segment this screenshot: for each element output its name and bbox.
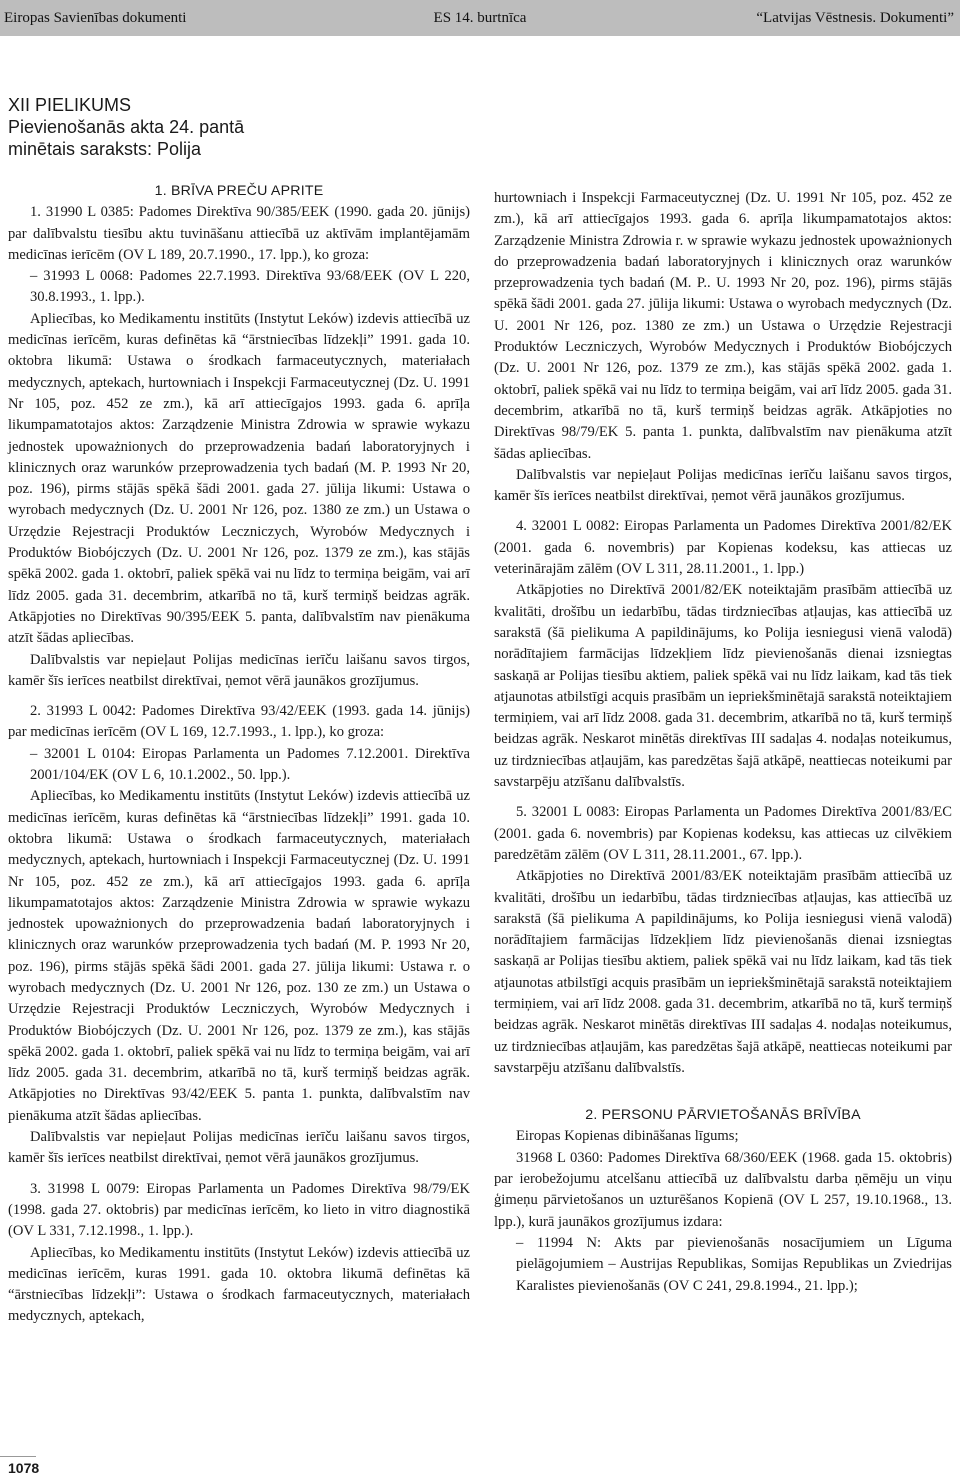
- annex-number: XII PIELIKUMS: [8, 95, 132, 115]
- paragraph: 4. 32001 L 0082: Eiropas Parlamenta un Padomes Direktīva 2001/82/EK (2001. gada 6. novembris) par Kopienas kodeksu, kas attiecas uz veterinārajām zālēm (OV L 311, 28.11.2001., 1. lpp.): [494, 518, 952, 578]
- header-publication: Eiropas Savienības dokumenti: [4, 9, 187, 26]
- paragraph: Dalībvalstis var nepieļaut Polijas medicīnas ierīču laišanu savos tirgos, kamēr šīs ierīces neatbilst direktīvai, ņemot vērā jaunākos grozījumus.: [8, 651, 470, 689]
- amendment-item: – 31993 L 0068: Padomes 22.7.1993. Direktīva 93/68/EEK (OV L 220, 30.8.1993., 1. lpp.).: [30, 268, 470, 306]
- paragraph: 31968 L 0360: Padomes Direktīva 68/360/EEK (1968. gada 15. oktobris) par ierobežojumu atcelšanu attiecībā uz dalībvalstu darba ņēmēju un viņu ģimeņu pārvietošanos un uzturēšanos Kopienā (OV L 257, 19.10.1968., 13. lpp.), kurā jaunākos grozījumus izdara:: [494, 1149, 952, 1230]
- amendment-item: – 32001 L 0104: Eiropas Parlamenta un Padomes 7.12.2001. Direktīva 2001/104/EK (OV L 6, 10.1.2002., 50. lpp.).: [30, 745, 470, 784]
- paragraph: Dalībvalstis var nepieļaut Polijas medicīnas ierīču laišanu savos tirgos, kamēr šīs ierīces neatbilst direktīvai, ņemot vērā jaunākos grozījumus.: [494, 466, 952, 505]
- paragraph: Dalībvalstis var nepieļaut Polijas medicīnas ierīču laišanu savos tirgos, kamēr šīs ierīces neatbilst direktīvai, ņemot vērā jaunākos grozījumus.: [8, 1129, 470, 1167]
- annex-title: Pievienošanās akta 24. pantā: [8, 117, 245, 137]
- annex-subtitle: minētais saraksts: Polija: [8, 139, 202, 159]
- running-header: [0, 0, 960, 36]
- paragraph: Atkāpjoties no Direktīvā 2001/83/EK noteiktajām prasībām attiecībā uz kvalitāti, drošību un iedarbību, tādas tirdzniecības atļaujas, kas attiecībā uz sarakstā (šā pielikuma A papildinājums, ko Polija iesniegusi vienā valodā) norādītajiem farmācijas līdzekļiem līdz pievienošanās dienai izsniegtas saskaņā ar Polijas tiesību aktiem, paliek spēkā vai nu līdz laikam, kad tās tiek atjaunotas atbilstīgi acquis prasībām un iepriekšminētajā sarakstā noteiktajiem termiņiem, vai arī līdz 2008. gada 31. decembrim, atkarībā no tā, kurš termiņš beidzas agrāk. Neskarot minētās direktīvas III sadaļas 4. nodaļas noteikumus, uz tirdzniecības atļaujām, kas paredzētas šajā atkāpē, neattiecas noteikumi par savstarpēju atzīšanu dalībvalstīs.: [494, 868, 952, 1076]
- section-heading-free-movement-persons: 2. PERSONU PĀRVIETOŠANĀS BRĪVĪBA: [585, 1107, 861, 1124]
- amendment-item: – 11994 N: Akts par pievienošanās nosacījumiem un Līguma pielāgojumiem – Austrijas Republikas, Somijas Republikas un Zviedrijas Karalistes pievienošanās (OV C 241, 29.8.1994., 21. lpp.);: [516, 1234, 952, 1294]
- paragraph: Apliecības, ko Medikamentu institūts (Instytut Leków) izdevis attiecībā uz medicīnas ierīcēm, kuras 1991. gada 10. oktobra likumā definētas kā “ārstniecības līdzekļi”: Ustawa o środkach farmaceutycznych, materiałach medycznych, aptekach,: [8, 1244, 470, 1325]
- left-column: [8, 181, 470, 1328]
- footer-rule: [0, 1456, 36, 1457]
- page-number: 1078: [8, 1460, 40, 1476]
- right-column: [494, 188, 952, 1297]
- section-heading-free-movement-goods: 1. BRĪVA PREČU APRITE: [154, 183, 324, 199]
- paragraph: 3. 31998 L 0079: Eiropas Parlamenta un Padomes Direktīva 98/79/EK (1998. gada 27. oktobris) par medicīnas ierīcēm, ko lieto in vitro diagnostikā (OV L 331, 7.12.1998., 1. lpp.).: [8, 1180, 470, 1240]
- paragraph: Apliecības, ko Medikamentu institūts (Instytut Leków) izdevis attiecībā uz medicīnas ierīcēm, kuras definētas kā “ārstniecības līdzekļi” 1991. gada 10. oktobra likumā: Ustawa o środkach farmaceutycznych, materiałach medycznych, aptekach, hurtowniach i Inspekcji Farmaceutycznej (Dz. U. 1991 Nr 105, poz. 452 ze zm.), kā arī attiecīgajos 1993. gada 6. aprīļa likumpamatotajos aktos: Zarządzenie Ministra Zdrowia w sprawie wykazu jednostek upoważnionych do przeprowadzenia badań laboratoryjnych i klinicznych oraz warunków przeprowadzenia tych badań (M. P. 1993 Nr 20, poz. 196), pirms stājās spēkā šādi 2001. gada 27. jūlija likumi: Ustawa r. o wyrobach medycznych (Dz. U. 2001 Nr 126, poz. 130 ze zm.) un Ustawa o Urzędzie Rejestracji Produktów Leczniczych, Wyrobów Medycznych i Produktów Biobójczych (Dz. U. 2001 Nr 126, poz. 1379 ze zm.), kas stājās spēkā 2002. gada 1. oktobrī, paliek spēkā vai nu līdz to termiņa beigām, vai arī līdz 2005. gada 31. decembrim, atkarībā no tā, kurš termiņš beidzas agrāk. Atkāpjoties no Direktīvas 93/42/EEK 5. panta 1. punkta, dalībvalstīm nav pienākuma atzīt šādas apliecības.: [8, 788, 470, 1124]
- paragraph: Apliecības, ko Medikamentu institūts (Instytut Leków) izdevis attiecībā uz medicīnas ierīcēm, kuras definētas kā “ārstniecības līdzekļi” 1991. gada 10. oktobra likumā: Ustawa o środkach farmaceutycznych, materiałach medycznych, aptekach, hurtowniach i Inspekcji Farmaceutycznej (Dz. U. 1991 Nr 105, poz. 452 ze zm.), kā arī attiecīgajos 1993. gada 6. aprīļa likumpamatotajos aktos: Zarządzenie Ministra Zdrowia w sprawie wykazu jednostek upoważnionych do przeprowadzenia badań laboratoryjnych i klinicznych oraz warunków przeprowadzenia tych badań (M. P. 1993 Nr 20, poz. 196), pirms stājās spēkā šādi 2001. gada 27. jūlija likumi: Ustawa o wyrobach medycznych (Dz. U. 2001 Nr 126, poz. 1380 ze zm.) un Ustawa o Urzędzie Rejestracji Produktów Leczniczych, Wyrobów Medycznych i Produktów Biobójczych (Dz. U. 2001 Nr 126, poz. 1379 ze zm.), kas stājās spēkā 2002. gada 1. oktobrī, paliek spēkā vai nu līdz to termiņa beigām, vai arī līdz 2005. gada 31. decembrim, atkarībā no tā, kurš termiņš beidzas agrāk. Atkāpjoties no Direktīvas 90/395/EEK 5. panta, dalībvalstīm nav pienākuma atzīt šādas apliecības.: [8, 310, 470, 647]
- paragraph: 2. 31993 L 0042: Padomes Direktīva 93/42/EEK (1993. gada 14. jūnijs) par medicīnas ierīcēm (OV L 169, 12.7.1993., 1. lpp.), ko groza:: [8, 703, 470, 741]
- paragraph: hurtowniach i Inspekcji Farmaceutycznej (Dz. U. 1991 Nr 105, poz. 452 ze zm.), kā arī attiecīgajos 1993. gada 6. aprīļa likumpamatotajos aktos: Zarządzenie Ministra Zdrowia r. w sprawie wykazu jednostek upoważnionych do przeprowadzenia badań laboratoryjnych i klinicznych oraz warunków przeprowadzenia tych badań (M. P.. U. 1993 Nr 20, poz. 196), pirms stājās spēkā šādi 2001. gada 27. jūlija likumi: Ustawa o wyrobach medycznych (Dz. U. 2001 Nr 126, poz. 1380 ze zm.) un Ustawa o Urzędzie Rejestracji Produktów Leczniczych, Wyrobów Medycznych i Produktów Biobójczych (Dz. U. 2001 Nr 126, poz. 1379 ze zm.), kas stājās spēkā 2002. gada 1. oktobrī, paliek spēkā vai nu līdz to termiņa beigām, vai arī līdz 2005. gada 31. decembrim, atkarībā no tā, kurš termiņš beidzas agrāk. Atkāpjoties no Direktīvas 98/79/EK 5. panta 1. punkta, dalībvalstīm nav pienākuma atzīt šādas apliecības.: [494, 190, 952, 462]
- header-issue: ES 14. burtnīca: [433, 9, 527, 26]
- paragraph: 5. 32001 L 0083: Eiropas Parlamenta un Padomes Direktīva 2001/83/EC (2001. gada 6. novembris) par Kopienas kodeksu, kas attiecas uz cilvēkiem paredzētām zālēm (OV L 311, 28.11.2001., 67. lpp.).: [494, 804, 952, 863]
- paragraph: 1. 31990 L 0385: Padomes Direktīva 90/385/EEK (1990. gada 20. jūnijs) par dalībvalstu tiesību aktu tuvināšanu attiecībā uz aktīvām implantējamām medicīnas ierīcēm (OV L 189, 20.7.1990., 17. lpp.), ko groza:: [8, 204, 470, 263]
- header-journal: “Latvijas Vēstnesis. Dokumenti”: [756, 9, 954, 26]
- paragraph: Eiropas Kopienas dibināšanas līgums;: [516, 1128, 739, 1145]
- paragraph: Atkāpjoties no Direktīvā 2001/82/EK noteiktajām prasībām attiecībā uz kvalitāti, drošību un iedarbību, tādas tirdzniecības atļaujas, kas attiecībā uz sarakstā (šā pielikuma A papildinājums, ko Polija iesniegusi vienā valodā) norādītajiem farmācijas līdzekļiem līdz pievienošanās dienai izsniegtas saskaņā ar Polijas tiesību aktiem, paliek spēkā vai nu līdz laikam, kad tās tiek atjaunotas atbilstīgi acquis prasībām un iepriekšminētajā sarakstā noteiktajiem termiņiem, vai arī līdz 2008. gada 31. decembrim, atkarībā no tā, kurš termiņš beidzas agrāk. Neskarot minētās direktīvas III sadaļas 4. nodaļas noteikumus, uz tirdzniecības atļaujām, kas paredzētas šajā atkāpē, neattiecas noteikumi par savstarpēju atzīšanu dalībvalstīs.: [494, 582, 952, 791]
- annex-title-block: [8, 94, 478, 160]
